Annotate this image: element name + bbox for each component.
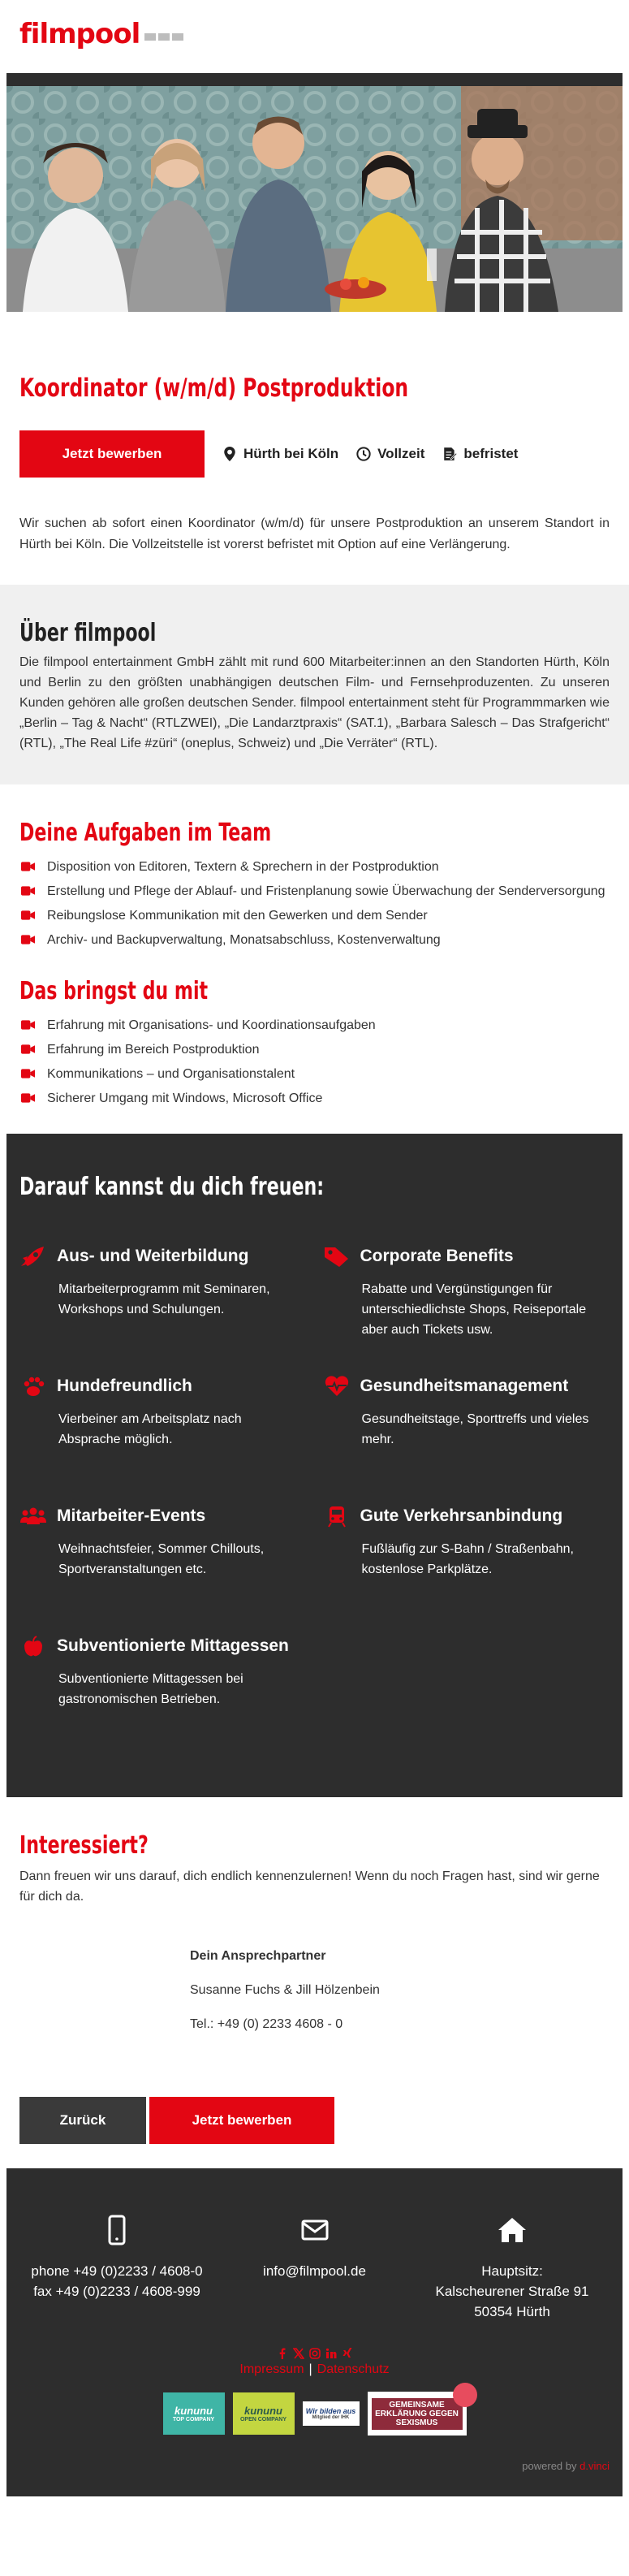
header-divider: [6, 73, 623, 86]
train-icon: [323, 1505, 351, 1528]
header: [0, 0, 629, 73]
list-item: Kommunikations – und Organisationstalent: [19, 1064, 610, 1085]
video-camera-icon: [21, 910, 35, 920]
team-photo-illustration: [6, 86, 623, 312]
envelope-icon: [299, 2214, 331, 2246]
job-location-label: Hürth bei Köln: [243, 446, 339, 461]
users-icon: [19, 1505, 47, 1528]
benefit-dogs: Hundefreundlich Vierbeiner am Arbeitsplatz nach Absprache möglich.: [19, 1375, 307, 1472]
job-type-label: Vollzeit: [377, 446, 425, 461]
footer-columns: [19, 2214, 610, 2322]
list-item: Reibungslose Kommunikation mit den Gewerken und dem Sender: [19, 905, 610, 927]
apple-icon: [19, 1635, 47, 1658]
dvinci-link[interactable]: d.vinci: [579, 2460, 610, 2472]
social-icons: [19, 2348, 610, 2359]
job-location: [222, 446, 338, 462]
action-buttons: [0, 2051, 629, 2144]
contact-label: Dein Ansprechpartner: [190, 1949, 326, 1963]
footer-links: Impressum | Datenschutz: [239, 2362, 390, 2376]
hero-image: [6, 86, 623, 312]
apply-button-top[interactable]: Jetzt bewerben: [19, 430, 205, 478]
tasks-list: [19, 857, 610, 951]
benefits-grid: [19, 1245, 610, 1765]
footer-email-link[interactable]: info@filmpool.de: [263, 2263, 366, 2279]
benefit-health: Gesundheitsmanagement Gesundheitstage, Sporttreffs und vieles mehr.: [323, 1375, 610, 1472]
video-camera-icon: [21, 1093, 35, 1103]
clock-icon: [356, 447, 371, 461]
apply-button-bottom[interactable]: Jetzt bewerben: [149, 2097, 334, 2144]
powered-by: powered by d.vinci: [522, 2460, 610, 2472]
certification-badges: [19, 2392, 610, 2436]
video-camera-icon: [21, 1044, 35, 1054]
x-twitter-icon[interactable]: [293, 2348, 304, 2359]
benefit-corporate: Corporate Benefits Rabatte und Vergünstigungen für unterschiedlichste Shops, Reiseportale aber auch Tickets usw.: [323, 1245, 610, 1342]
job-meta-row: [19, 430, 610, 478]
video-camera-icon: [21, 1020, 35, 1030]
requirements-section: [0, 954, 629, 1109]
about-text: Die filmpool entertainment GmbH zählt mit rund 600 Mitarbeiter:innen an den Standorten Hürth, Köln und Berlin zu den größten unabhängigen deutschen Film- und Fernsehproduzenten. Zu unseren Kunden gehören alle großen deutschen Sender. filmpool entertainment steht für Programmmarken wie „Berlin – Tag & Nacht“ (RTLZWEI), „Die Landarztpraxis“ (SAT.1), „Barbara Salesch – Das Strafgericht“ (RTL), „The Real Life #züri“ (oneplus, Schweiz) und „Die Verräter“ (RTL).: [19, 655, 610, 750]
benefits-section: [6, 1134, 623, 1797]
logo-dots: [144, 33, 183, 41]
list-item: Disposition von Editoren, Textern & Sprechern in der Postproduktion: [19, 857, 610, 878]
xing-icon[interactable]: [342, 2348, 353, 2359]
job-section: [0, 312, 629, 555]
requirements-list: [19, 1015, 610, 1109]
requirements-title: Das bringst du mit: [19, 977, 209, 1005]
paw-icon: [19, 1375, 47, 1398]
impressum-link[interactable]: Impressum: [239, 2362, 304, 2376]
job-intro: Wir suchen ab sofort einen Koordinator (w/m/d) für unsere Postproduktion an unserem Standort in Hürth bei Köln. Die Vollzeitstelle ist vorerst befristet mit Option auf eine Verlängerung.: [19, 516, 610, 551]
interest-section: [0, 1797, 629, 2032]
job-term: [442, 446, 518, 462]
benefit-events: Mitarbeiter-Events Weihnachtsfeier, Sommer Chillouts, Sportveranstaltungen etc.: [19, 1505, 307, 1602]
interest-text: Dann freuen wir uns darauf, dich endlich kennenzulernen! Wenn du noch Fragen hast, sind wir gerne für dich da.: [19, 1869, 600, 1904]
list-item: Sicherer Umgang mit Windows, Microsoft Office: [19, 1088, 610, 1109]
rocket-icon: [19, 1245, 47, 1268]
video-camera-icon: [21, 935, 35, 944]
job-type: [356, 446, 424, 462]
list-item: Archiv- und Backupverwaltung, Monatsabschluss, Kostenverwaltung: [19, 930, 610, 951]
footer-phone: phone +49 (0)2233 / 4608-0 fax +49 (0)2233 / 4608-999: [19, 2214, 214, 2322]
benefit-training: Aus- und Weiterbildung Mitarbeiterprogramm mit Seminaren, Workshops und Schulungen.: [19, 1245, 307, 1342]
instagram-icon[interactable]: [309, 2348, 321, 2359]
tasks-title: Deine Aufgaben im Team: [19, 819, 272, 847]
list-item: Erstellung und Pflege der Ablauf- und Fristenplanung sowie Überwachung der Senderversorgung: [19, 881, 610, 902]
logo[interactable]: [19, 18, 610, 50]
list-item: Erfahrung im Bereich Postproduktion: [19, 1039, 610, 1061]
about-title: Über filmpool: [19, 619, 157, 647]
benefit-transport: Gute Verkehrsanbindung Fußläufig zur S-Bahn / Straßenbahn, kostenlose Parkplätze.: [323, 1505, 610, 1602]
ihk-training-badge[interactable]: Wir bilden aus Mitglied der IHK: [303, 2401, 360, 2426]
phone-icon: [101, 2214, 133, 2246]
video-camera-icon: [21, 1069, 35, 1078]
footer-email: [218, 2214, 412, 2322]
heartbeat-icon: [323, 1375, 351, 1398]
contact-block: [190, 1949, 610, 2032]
list-item: Erfahrung mit Organisations- und Koordinationsaufgaben: [19, 1015, 610, 1036]
benefits-title: Darauf kannst du dich freuen:: [19, 1173, 325, 1201]
benefit-lunch: Subventionierte Mittagessen Subventionierte Mittagessen bei gastronomischen Betrieben.: [19, 1635, 307, 1732]
home-icon: [496, 2214, 528, 2246]
datenschutz-link[interactable]: Datenschutz: [317, 2362, 390, 2376]
job-title: Koordinator (w/m/d) Postproduktion: [19, 374, 409, 403]
facebook-icon[interactable]: [277, 2348, 288, 2359]
kununu-top-company-badge[interactable]: kununu TOP COMPANY: [163, 2392, 225, 2435]
sexism-declaration-badge[interactable]: GEMEINSAME ERKLÄRUNG GEGEN SEXISMUS: [368, 2392, 467, 2436]
map-marker-icon: [222, 447, 237, 461]
job-term-label: befristet: [463, 446, 519, 461]
contact-phone[interactable]: Tel.: +49 (0) 2233 4608 - 0: [190, 2017, 343, 2031]
about-section: [0, 585, 629, 784]
logo-text: filmpool: [19, 18, 140, 50]
contract-icon: [442, 447, 457, 461]
footer-address: Hauptsitz: Kalscheurener Straße 91 50354 Hürth: [415, 2214, 610, 2322]
tag-icon: [323, 1245, 351, 1268]
back-button[interactable]: Zurück: [19, 2097, 146, 2144]
interest-title: Interessiert?: [19, 1831, 149, 1860]
contact-names: Susanne Fuchs & Jill Hölzenbein: [190, 1983, 380, 1997]
seal-icon: [453, 2383, 477, 2407]
video-camera-icon: [21, 862, 35, 871]
footer: [6, 2168, 623, 2496]
linkedin-icon[interactable]: [325, 2348, 337, 2359]
tasks-section: [0, 784, 629, 951]
kununu-open-company-badge[interactable]: kununu OPEN COMPANY: [233, 2392, 295, 2435]
video-camera-icon: [21, 886, 35, 896]
